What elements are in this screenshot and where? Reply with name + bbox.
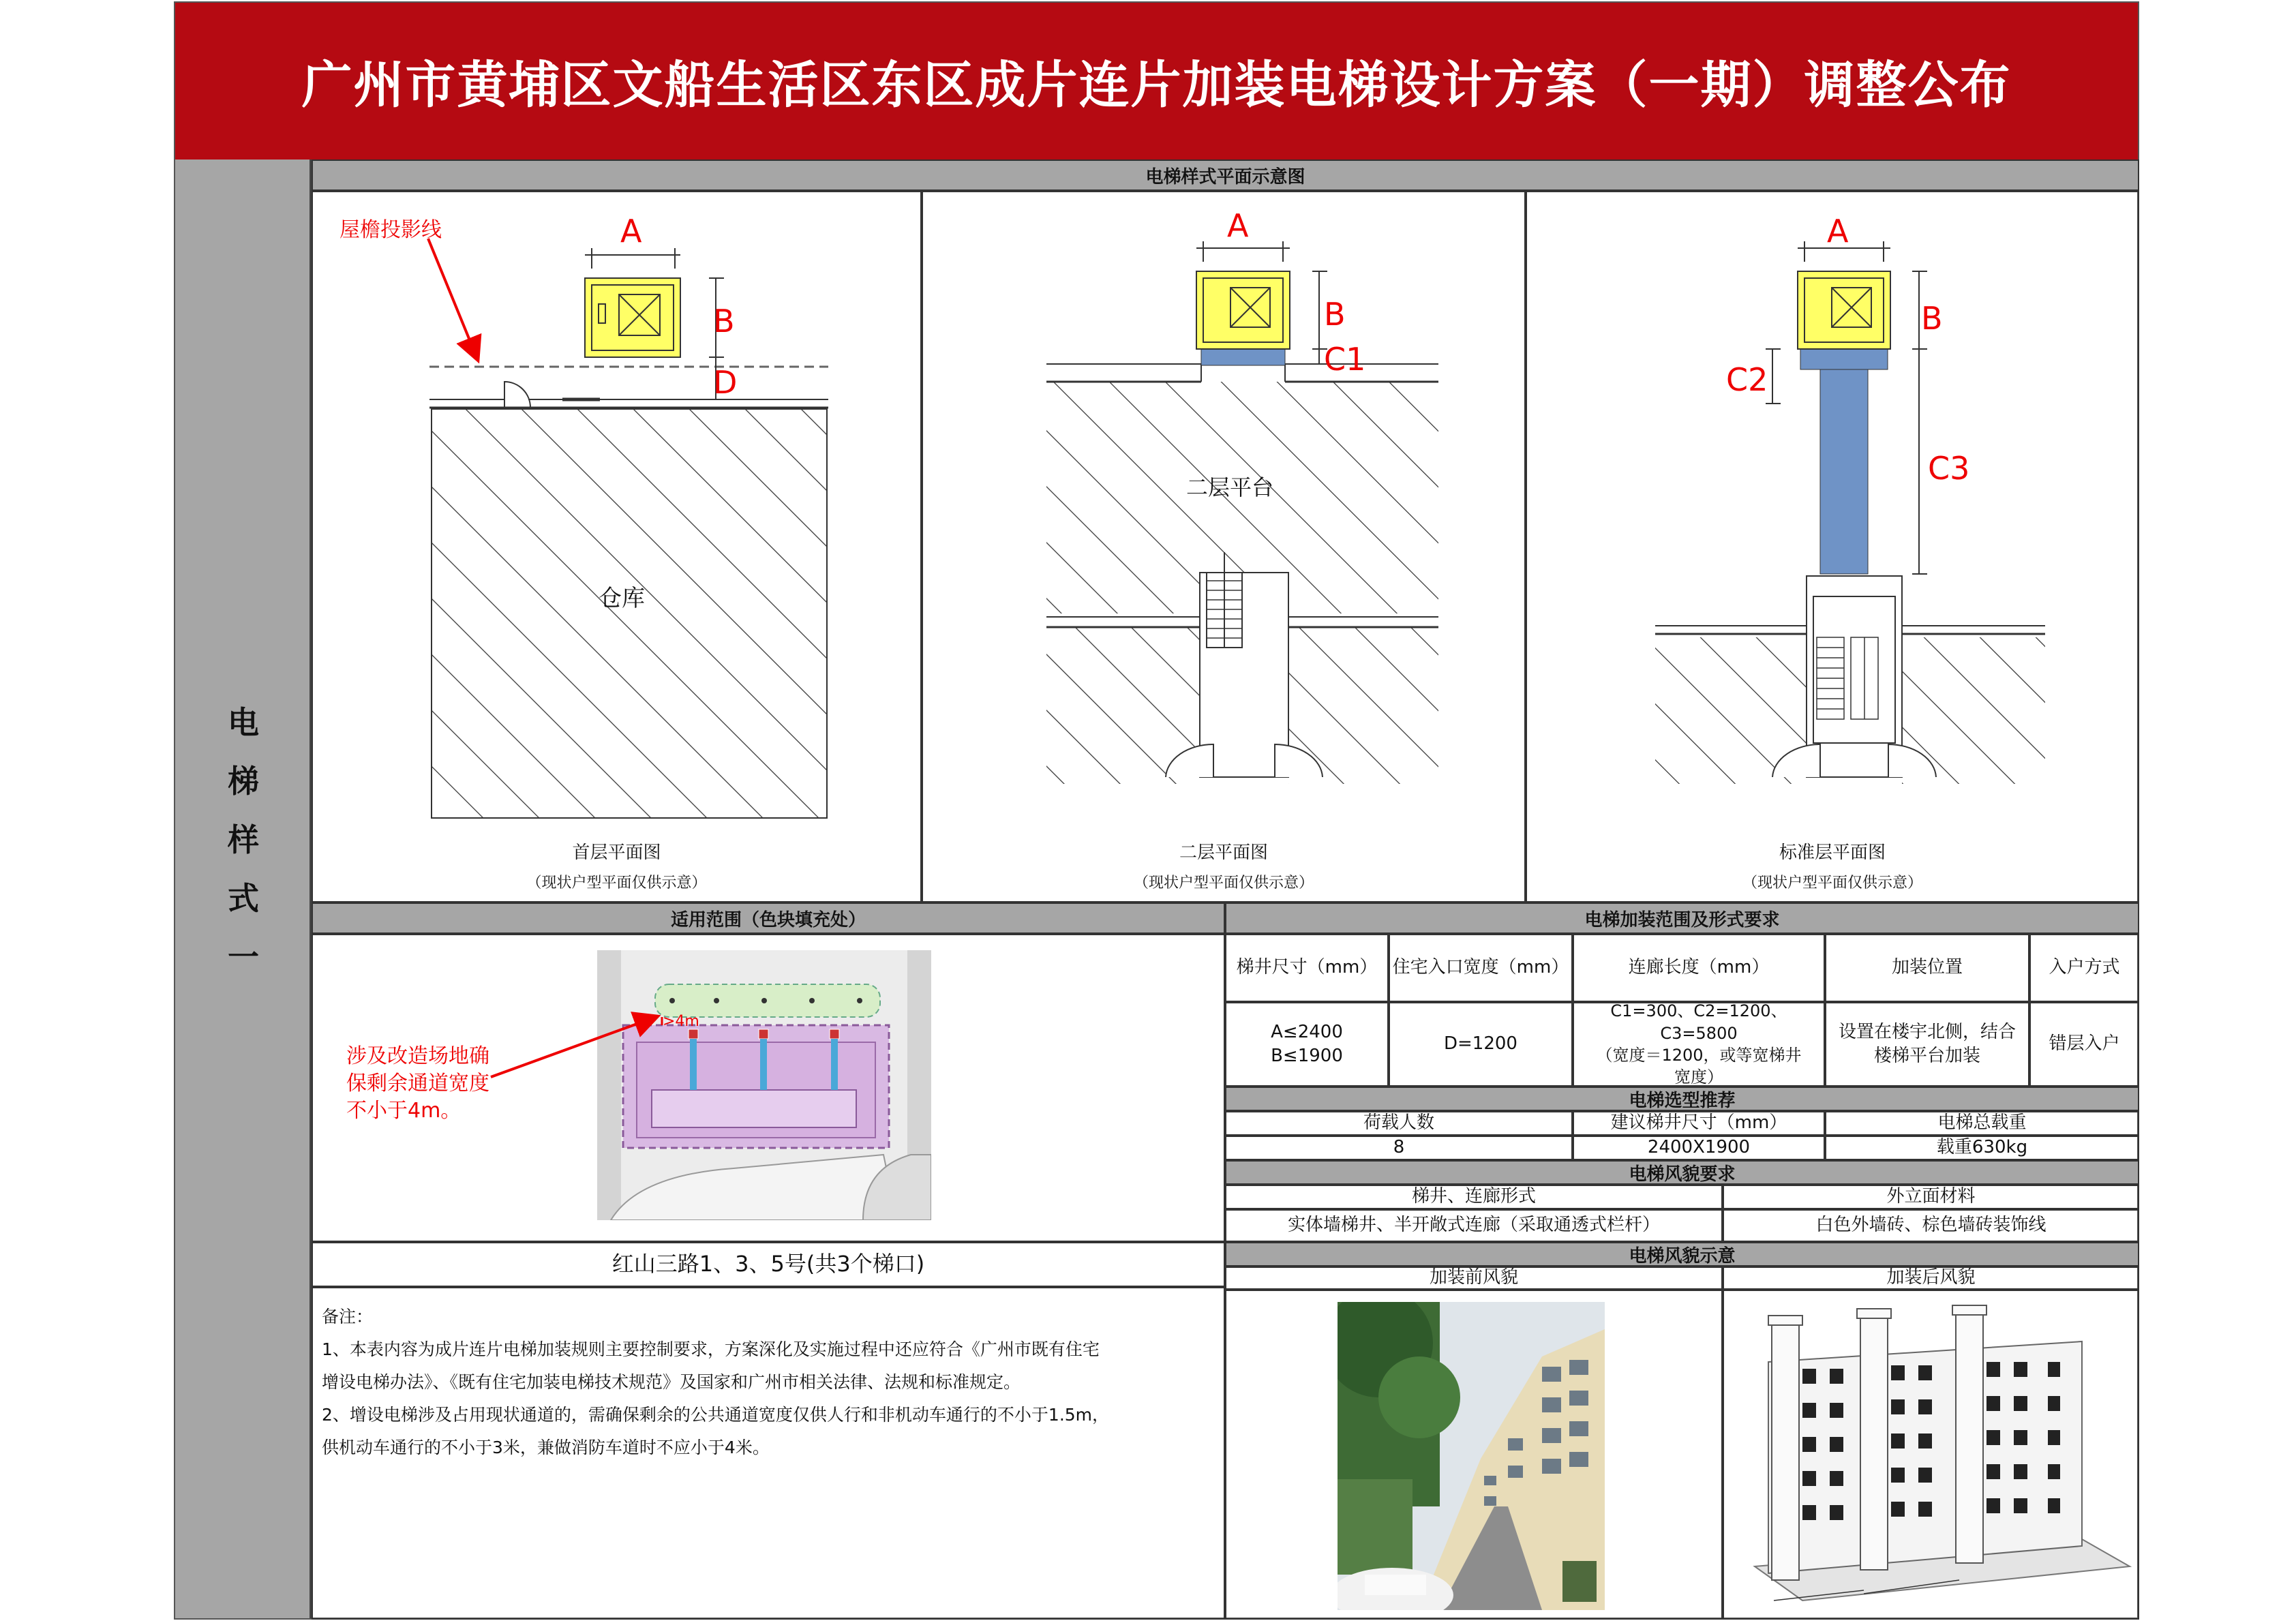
sidebar-char: 式 xyxy=(228,880,259,917)
plan-caption: 首层平面图 xyxy=(572,843,661,863)
req-cell-line: C1=300、C2=1200、C3=5800 xyxy=(1610,1001,1787,1043)
room-label: 二层平台 xyxy=(1186,474,1274,500)
dim-label-b: B xyxy=(1324,296,1346,333)
eave-projection-label: 屋檐投影线 xyxy=(339,218,442,242)
sel-value: 载重630kg xyxy=(1825,1136,2139,1160)
after-label: 加装后风貌 xyxy=(1723,1266,2139,1290)
notes-line: 增设电梯办法》、《既有住宅加装电梯技术规范》及国家和广州市相关法律、法规和标准规定。 xyxy=(322,1372,1021,1392)
req-cell-line: A≤2400 xyxy=(1271,1021,1343,1042)
notes-line: 供机动车通行的不小于3米，兼做消防车道时不应小于4米。 xyxy=(322,1438,770,1457)
address-label: 红山三路1、3、5号(共3个梯口) xyxy=(312,1242,1225,1287)
app-value: 白色外墙砖、棕色墙砖装饰线 xyxy=(1723,1209,2139,1242)
scope-arrow xyxy=(477,1009,668,1084)
ground-floor-plan xyxy=(428,239,828,818)
req-cell-line: B≤1900 xyxy=(1271,1046,1343,1066)
before-label: 加装前风貌 xyxy=(1225,1266,1723,1290)
req-cell-line: 楼梯平台加装 xyxy=(1873,1046,1980,1066)
dim-label-a: A xyxy=(620,213,642,249)
plan-caption: 二层平面图 xyxy=(1179,843,1268,863)
sel-value: 8 xyxy=(1225,1136,1573,1160)
plan-note: （现状户型平面仅供示意） xyxy=(1742,875,1922,892)
req-cell-line: （宽度＝1200，或等宽梯井 xyxy=(1596,1046,1802,1065)
req-cell-entrance: D=1200 xyxy=(1389,1002,1573,1087)
req-cell-shaft xyxy=(1225,1002,1389,1087)
before-photo xyxy=(1338,1302,1605,1610)
req-cell-line: 宽度） xyxy=(1674,1067,1723,1087)
dim-label-c2: C2 xyxy=(1726,361,1768,398)
app-value: 实体墙梯井、半开敞式连廊（采取通透式栏杆） xyxy=(1225,1209,1723,1242)
requirements-header: 电梯加装范围及形式要求 xyxy=(1225,902,2139,934)
req-cell-line: 设置在楼宇北侧，结合 xyxy=(1838,1021,2016,1042)
scope-note-line: 涉及改造场地确 xyxy=(346,1044,489,1068)
req-col-header: 入户方式 xyxy=(2029,934,2139,1002)
sel-col-header: 建议梯井尺寸（mm） xyxy=(1573,1111,1825,1136)
scope-note-line: 不小于4m。 xyxy=(346,1099,462,1123)
dim-label-c3: C3 xyxy=(1928,450,1970,487)
scope-header: 适用范围（色块填充处） xyxy=(312,902,1225,934)
sel-col-header: 电梯总载重 xyxy=(1825,1111,2139,1136)
sidebar-char: 电 xyxy=(228,704,259,741)
plan-note: （现状户型平面仅供示意） xyxy=(526,875,707,892)
site-plan-map xyxy=(597,950,931,1220)
selection-header: 电梯选型推荐 xyxy=(1225,1087,2139,1111)
app-col-header: 外立面材料 xyxy=(1723,1185,2139,1209)
req-col-header: 连廊长度（mm） xyxy=(1573,934,1825,1002)
notes-label: 备注： xyxy=(322,1307,374,1326)
req-col-header: 梯井尺寸（mm） xyxy=(1225,934,1389,1002)
dim-label-a: A xyxy=(1227,207,1249,244)
req-col-header: 加装位置 xyxy=(1825,934,2029,1002)
sidebar-char: 样 xyxy=(228,821,259,858)
sel-col-header: 荷载人数 xyxy=(1225,1111,1573,1136)
standard-floor-plan xyxy=(1655,241,2045,784)
distance-label: >4m xyxy=(663,1013,699,1030)
second-floor-plan xyxy=(1046,241,1438,784)
req-cell-corridor xyxy=(1573,1002,1825,1087)
dim-label-b: B xyxy=(1921,300,1943,337)
scope-note-line: 保剩余通道宽度 xyxy=(346,1072,489,1095)
sidebar-char: 一 xyxy=(228,939,259,975)
req-cell-entry: 错层入户 xyxy=(2029,1002,2139,1087)
req-col-header: 住宅入口宽度（mm） xyxy=(1389,934,1573,1002)
plan-note: （现状户型平面仅供示意） xyxy=(1133,875,1314,892)
after-rendering xyxy=(1727,1301,2135,1611)
sel-value: 2400X1900 xyxy=(1573,1136,1825,1160)
dim-label-a: A xyxy=(1827,213,1849,249)
illustration-header: 电梯风貌示意 xyxy=(1225,1242,2139,1266)
page-title: 广州市黄埔区文船生活区东区成片连片加装电梯设计方案（一期）调整公布 xyxy=(175,3,2138,160)
dim-label-d: D xyxy=(713,364,738,401)
notes-line: 2、增设电梯涉及占用现状通道的，需确保剩余的公共通道宽度仅供人行和非机动车通行的不小于1.5m， xyxy=(322,1405,1110,1425)
app-col-header: 梯井、连廊形式 xyxy=(1225,1185,1723,1209)
notes-line: 1、本表内容为成片连片电梯加装规则主要控制要求，方案深化及实施过程中还应符合《广州市既有住宅 xyxy=(322,1339,1100,1359)
plan-caption: 标准层平面图 xyxy=(1779,843,1886,863)
appearance-header: 电梯风貌要求 xyxy=(1225,1160,2139,1185)
sidebar-char: 梯 xyxy=(228,763,259,800)
room-label: 仓库 xyxy=(599,585,645,612)
notes xyxy=(322,1301,1222,1464)
req-cell-position xyxy=(1825,1002,2029,1087)
scope-note xyxy=(346,1043,489,1125)
dim-label-b: B xyxy=(713,303,735,339)
plan-section-header: 电梯样式平面示意图 xyxy=(312,160,2139,191)
dim-label-c1: C1 xyxy=(1324,341,1366,378)
